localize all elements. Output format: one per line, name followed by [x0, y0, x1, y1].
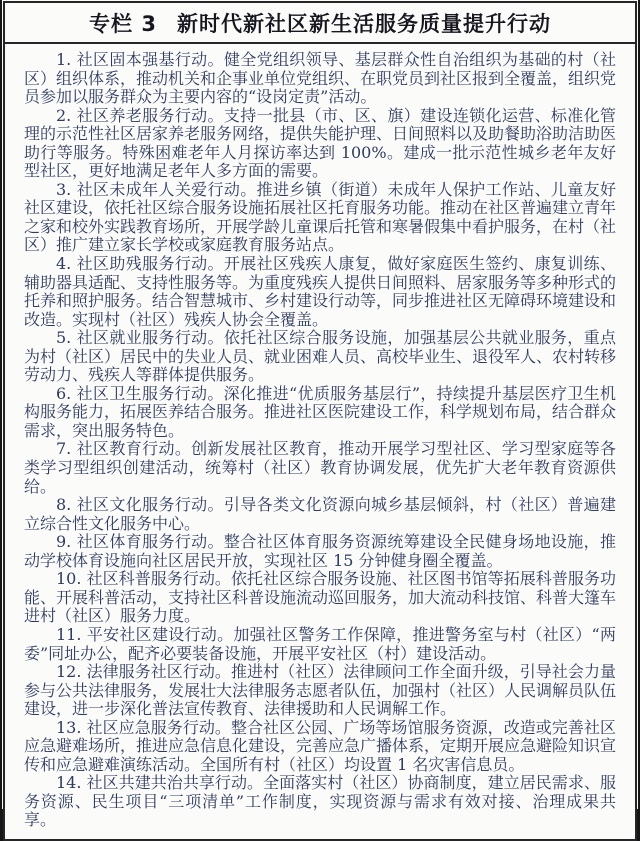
action-item-8: 8. 社区文化服务行动。引导各类文化资源向城乡基层倾斜，村（社区）普遍建立综合性文化服务中心。 [24, 495, 616, 533]
action-item-4: 4. 社区助残服务行动。开展社区残疾人康复，做好家庭医生签约、康复训练、辅助器具适配、支持性服务等。为重度残疾人提供日间照料、居家服务等多种形式的托养和照护服务。结合智慧城市、乡村建设行动等，同步推进社区无障碍环境建设和改造。实现村（社区）残疾人协会全覆盖。 [24, 254, 617, 329]
action-item-10: 10. 社区科普服务行动。依托社区综合服务设施、社区图书馆等拓展科普服务功能、开展科普活动，支持社区科普设施流动巡回服务，加大流动科技馆、科普大篷车进村（社区）服务力度。 [24, 569, 617, 626]
action-item-13: 13. 社区应急服务行动。整合社区公园、广场等场馆服务资源，改造或完善社区应急避难场所，推进应急信息化建设，完善应急广播体系，定期开展应急避险知识宣传和应急避难演练活动。全国所有村（社区）均设置 1 名灾害信息员。 [24, 717, 617, 774]
action-item-6: 6. 社区卫生服务行动。深化推进“优质服务基层行”，持续提升基层医疗卫生机构服务能力，拓展医养结合服务。推进社区医院建设工作，科学规划布局，结合群众需求，突出服务特色。 [24, 383, 617, 440]
action-item-7: 7. 社区教育行动。创新发展社区教育，推动开展学习型社区、学习型家庭等各类学习型组织创建活动，统筹村（社区）教育协调发展，优先扩大老年教育资源供给。 [24, 439, 616, 496]
panel-title: 新时代新社区新生活服务质量提升行动 [176, 11, 551, 36]
action-item-1: 1. 社区固本强基行动。健全党组织领导、基层群众性自治组织为基础的村（社区）组织体系，推动机关和企事业单位党组织、在职党员到社区报到全覆盖，组织党员参加以服务群众为主要内容的“设岗定责”活动。 [24, 50, 617, 107]
action-item-9: 9. 社区体育服务行动。整合社区体育服务资源统筹建设全民健身场地设施，推动学校体育设施向社区居民开放，实现社区 15 分钟健身圈全覆盖。 [24, 532, 616, 570]
action-item-11: 11. 平安社区建设行动。加强社区警务工作保障，推进警务室与村（社区）“两委”同址办公，配齐必要装备设施，开展平安社区（村）建设活动。 [24, 624, 616, 663]
panel-label: 专栏 3 [89, 11, 157, 36]
action-item-5: 5. 社区就业服务行动。依托社区综合服务设施，加强基层公共就业服务，重点为村（社区）居民中的失业人员、就业困难人员、高校毕业生、退役军人、农村转移劳动力、残疾人等群体提供服务。 [24, 328, 617, 385]
panel-title-bar [5, 3, 635, 44]
document-page [2, 0, 638, 830]
policy-box-panel [3, 1, 637, 841]
panel-body [5, 44, 635, 839]
action-item-12: 12. 法律服务社区行动。推进村（社区）法律顾问工作全面升级，引导社会力量参与公共法律服务，发展壮大法律服务志愿者队伍，加强村（社区）人民调解员队伍建设，进一步深化普法宣传教育、法律援助和人民调解工作。 [24, 662, 617, 719]
action-item-2: 2. 社区养老服务行动。支持一批县（市、区、旗）建设连锁化运营、标准化管理的示范性社区居家养老服务网络，提供失能护理、日间照料以及助餐助浴助洁助医助行等服务。特殊困难老年人月探访率达到 100%。建成一批示范性城乡老年友好型社区，更好地满足老年人多方面的需要。 [24, 105, 617, 181]
action-item-14: 14. 社区共建共治共享行动。全面落实村（社区）协商制度，建立居民需求、服务资源、民生项目“三项清单”工作制度，实现资源与需求有效对接、治理成果共享。 [24, 773, 616, 830]
action-item-3: 3. 社区未成年人关爱行动。推进乡镇（街道）未成年人保护工作站、儿童友好社区建设，依托社区综合服务设施拓展社区托育服务功能。推动在社区普遍建立青年之家和校外实践教育场所，开展学龄儿童课后托管和寒暑假集中看护服务，在村（社区）推广建立家长学校或家庭教育服务站点。 [24, 179, 617, 255]
